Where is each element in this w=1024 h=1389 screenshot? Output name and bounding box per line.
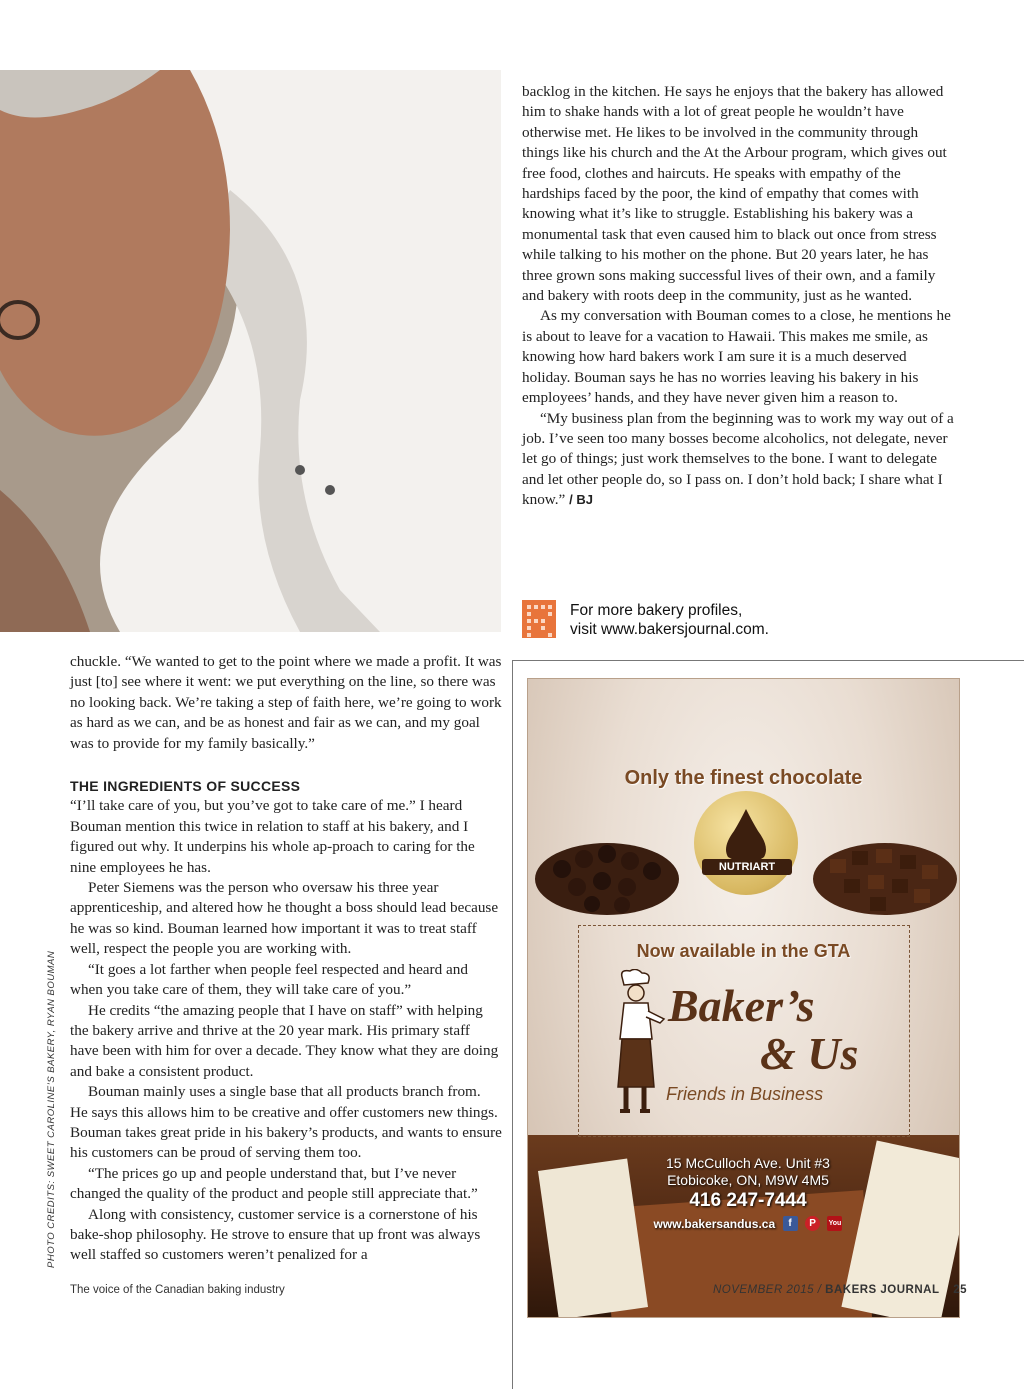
bakers-and-us-advertisement[interactable] <box>527 678 960 1318</box>
contact-info <box>628 1155 868 1233</box>
ad-subheadline: Now available in the GTA <box>636 941 851 961</box>
promo-link[interactable]: visit www.bakersjournal.com. <box>570 621 769 638</box>
facebook-icon[interactable]: f <box>783 1216 798 1231</box>
article-paragraph <box>522 409 954 511</box>
photo-credit: PHOTO CREDITS: SWEET CAROLINE’S BAKERY, RYAN BOUMAN <box>46 950 57 1268</box>
bakersjournal-logo-icon <box>522 600 556 638</box>
article-paragraph: backlog in the kitchen. He says he enjoys that the bakery has allowed him to shake hands with a lot of great people he wouldn’t have otherwise met. He likes to be involved in the community through things like his church and the At the Arbour program, which gives out free food, clothes and haircuts. He speaks with empathy of the hardships faced by the poor, the kind of empathy that comes with knowing what it’s like to struggle. Establishing his bakery was a monumental task that even caused him to black out once from stress while talking to his mother on the phone. But 20 years later, he has three grown sons making successful lives of their own, and a family and bakery with roots deep in the community, just as he wanted. <box>522 83 947 305</box>
article-paragraph: “I’ll take care of you, but you’ve got to take care of me.” I heard Bouman mention this twice in relation to staff at his bakery, and I figured out why. It underpins his whole ap-proach to caring for the nine employees he has. <box>70 797 475 876</box>
chocolate-chunks-image <box>810 809 960 919</box>
more-profiles-promo <box>522 600 992 640</box>
article-paragraph: Along with consistency, customer service is a cornerstone of his bake-shop philosophy. He strove to ensure that up front was always well staffed so customers weren’t penalized for a <box>70 1205 481 1264</box>
article-photo-baker <box>0 70 501 632</box>
article-paragraph: “The prices go up and people understand that, but I’ve never changed the quality of the product and people still appreciate that.” <box>70 1164 478 1203</box>
article-paragraph: “It goes a lot farther when people feel respected and heard and when you take care of them, they will take care of you.” <box>70 960 468 999</box>
article-paragraph: Peter Siemens was the person who oversaw his three year apprenticeship, and altered how he thought a boss should lead because he was so kind. Bouman learned how important it was to treat staff well, respect the people you are working with. <box>70 879 499 958</box>
left-article-column <box>70 652 502 1266</box>
closing-quote: “My business plan from the beginning was to work my way out of a job. I’ve seen too many bosses become alcoholics, not delegate, never let go of things; just work themselves to the bone. I want to delegate and let other people do, so I pass on. I don’t hold back; I share what I know.” <box>522 409 954 509</box>
magazine-name: BAKERS JOURNAL <box>825 1284 940 1296</box>
promo-text <box>570 601 769 639</box>
website-link[interactable]: www.bakersandus.ca <box>653 1217 776 1231</box>
address-line: 15 McCulloch Ave. Unit #3 <box>666 1155 830 1171</box>
chocolate-chips-image <box>532 809 682 919</box>
footer-folio <box>713 1284 967 1296</box>
pinterest-icon[interactable]: P <box>805 1216 820 1231</box>
article-paragraph: Bouman mainly uses a single base that all products branch from. He says this allows him to be creative and offer customers new things. Bouman takes great pride in his bakery’s products, and wants to ensure his customers can be proud of serving them too. <box>70 1083 502 1162</box>
right-article-column <box>522 82 954 511</box>
youtube-icon[interactable]: You <box>827 1216 842 1231</box>
promo-line: For more bakery profiles, <box>570 602 743 619</box>
brand-name-line1: Baker’s <box>668 980 815 1031</box>
article-paragraph: As my conversation with Bouman comes to a close, he mentions he is about to leave for a vacation to Hawaii. This makes me smile, as knowing how hard bakers work I am sure it is a much deserved holiday. Bouman says he has no worries leaving his bakery in his employees’ hands, and they have never given him a reason to. <box>522 307 951 407</box>
nutriart-label: NUTRIART <box>702 859 792 875</box>
chef-illustration-icon <box>600 969 670 1119</box>
ad-headline: Only the finest chocolate <box>624 767 863 789</box>
brand-name-line2: & Us <box>760 1028 859 1079</box>
page-number: 25 <box>953 1284 967 1296</box>
issue-date: NOVEMBER 2015 / <box>712 1284 822 1296</box>
address-line: Etobicoke, ON, M9W 4M5 <box>667 1172 829 1188</box>
phone-number[interactable]: 416 247-7444 <box>689 1190 807 1211</box>
section-heading: THE INGREDIENTS OF SUCCESS <box>70 778 301 795</box>
footer-tagline: The voice of the Canadian baking industry <box>70 1284 285 1296</box>
author-signature: / BJ <box>569 492 593 508</box>
article-paragraph: He credits “the amazing people that I have on staff” with helping the bakery arrive and thrive at the 20 year mark. His primary staff have been with him for over a decade. They know what they are doing and bake a consistent product. <box>70 1001 499 1080</box>
nutriart-logo <box>694 791 798 895</box>
chocolate-kiss-icon <box>694 791 798 895</box>
article-paragraph: chuckle. “We wanted to get to the point where we made a profit. It was just [to] see where it went: we put everything on the line, so there was no looking back. We’re taking a step of faith here, we’re going to work as hard as we can, and be as honest and fair as we can, and my goal was to provide for my family basically.” <box>70 653 502 752</box>
brand-tagline: Friends in Business <box>666 1084 824 1104</box>
